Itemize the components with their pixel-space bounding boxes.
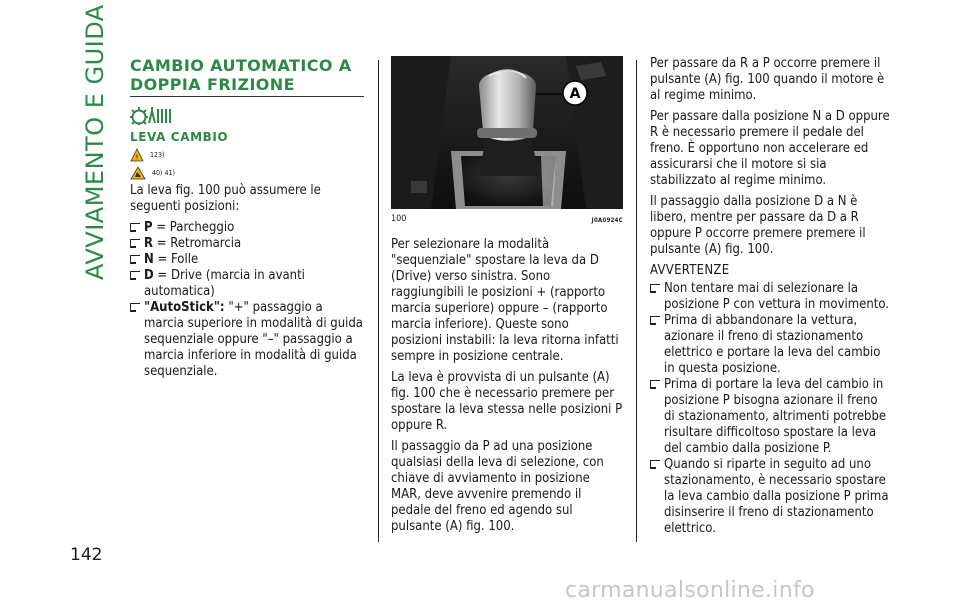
reference-numbers: 123) (150, 151, 165, 159)
manual-reference (130, 147, 364, 163)
paragraph: Il passaggio dalla posizione D a N è libero, mentre per passare da D a R oppure P occorre premere premere il pulsante (A) fig. 100. (650, 194, 866, 257)
paragraph: Per passare dalla posizione N a D oppure R è necessario premere il pedale del freno. È opportuno non accelerare ed assicurarsi che il motore si sia stabilizzato al regime minimo. (650, 109, 890, 188)
warning-triangle-icon (130, 148, 144, 162)
list-item: N = Folle (130, 252, 364, 268)
warning-item: Non tentare mai di selezionare la posizione P con vettura in movimento. (650, 281, 890, 313)
paragraph: Il passaggio da P ad una posizione qualsiasi della leva di selezione, con chiave di avviamento in posizione MAR, deve avvenire premendo il pedale del freno ed agendo sul pulsante (A) fig. 100. (391, 439, 604, 534)
figure-caption (391, 211, 623, 229)
warning-reference (130, 165, 364, 181)
paragraph: Per selezionare la modalità "sequenziale" spostare la leva da D (Drive) verso sinistra. Sono raggiungibili le posizioni + (rapporto marcia superiore) oppure – (rapporto marcia inferiore). Queste sono posizioni instabili: la leva ritorna infatti sempre in posizione centrale. (391, 237, 619, 364)
chapter-title: AVVIAMENTO E GUIDA (81, 4, 109, 280)
figure-callout-label: A (569, 86, 581, 102)
column-divider (636, 60, 637, 542)
automatic-gear-icon (130, 105, 364, 125)
warning-item: Prima di portare la leva del cambio in posizione P bisogna azionare il freno di stazionamento, altrimenti potrebbe risultare difficoltoso spostare la leva del cambio dalla posizione P. (650, 377, 890, 457)
column-left (130, 56, 364, 380)
svg-text:!: ! (135, 153, 139, 162)
figure-number: 100 (391, 214, 407, 224)
column-right (650, 56, 890, 537)
list-item: R = Retromarcia (130, 236, 364, 252)
section-heading: CAMBIO AUTOMATICO A DOPPIA FRIZIONE (130, 56, 352, 94)
list-item: P = Parcheggio (130, 220, 364, 236)
paragraph: Per passare da R a P occorre premere il pulsante (A) fig. 100 quando il motore è al regime minimo. (650, 56, 885, 103)
hand-warning-icon (130, 166, 146, 180)
list-item: D = Drive (marcia in avanti automatica) (130, 268, 364, 300)
figure-code: J0A0924C (591, 217, 623, 224)
list-item: "AutoStick": "+" passaggio a marcia superiore in modalità di guida sequenziale oppure "–" passaggio a marcia inferiore in modalità di guida sequenziale. (130, 300, 364, 380)
chapter-title-vertical (80, 4, 110, 280)
page-number: 142 (70, 545, 103, 565)
reference-numbers: 40) 41) (152, 169, 175, 177)
paragraph: La leva è provvista di un pulsante (A) fig. 100 che è necessario premere per spostare la leva stessa nelle posizioni P oppure R. (391, 370, 623, 433)
column-divider (378, 60, 379, 542)
warning-item: Quando si riparte in seguito ad uno stazionamento, è necessario spostare la leva cambio dalla posizione P prima disinserire il freno di stazionamento elettrico. (650, 457, 890, 537)
warnings-title: AVVERTENZE (650, 263, 730, 278)
watermark: carmanualsonline.info (565, 578, 815, 603)
column-middle (391, 56, 623, 540)
warning-item: Prima di abbandonare la vettura, azionare il freno di stazionamento elettrico e portare la leva del cambio in questa posizione. (650, 313, 890, 377)
gear-lever-photo (391, 56, 623, 209)
intro-text: La leva fig. 100 può assumere le seguenti posizioni: (130, 183, 321, 214)
subheading: LEVA CAMBIO (130, 130, 229, 144)
heading-rule (130, 96, 364, 97)
